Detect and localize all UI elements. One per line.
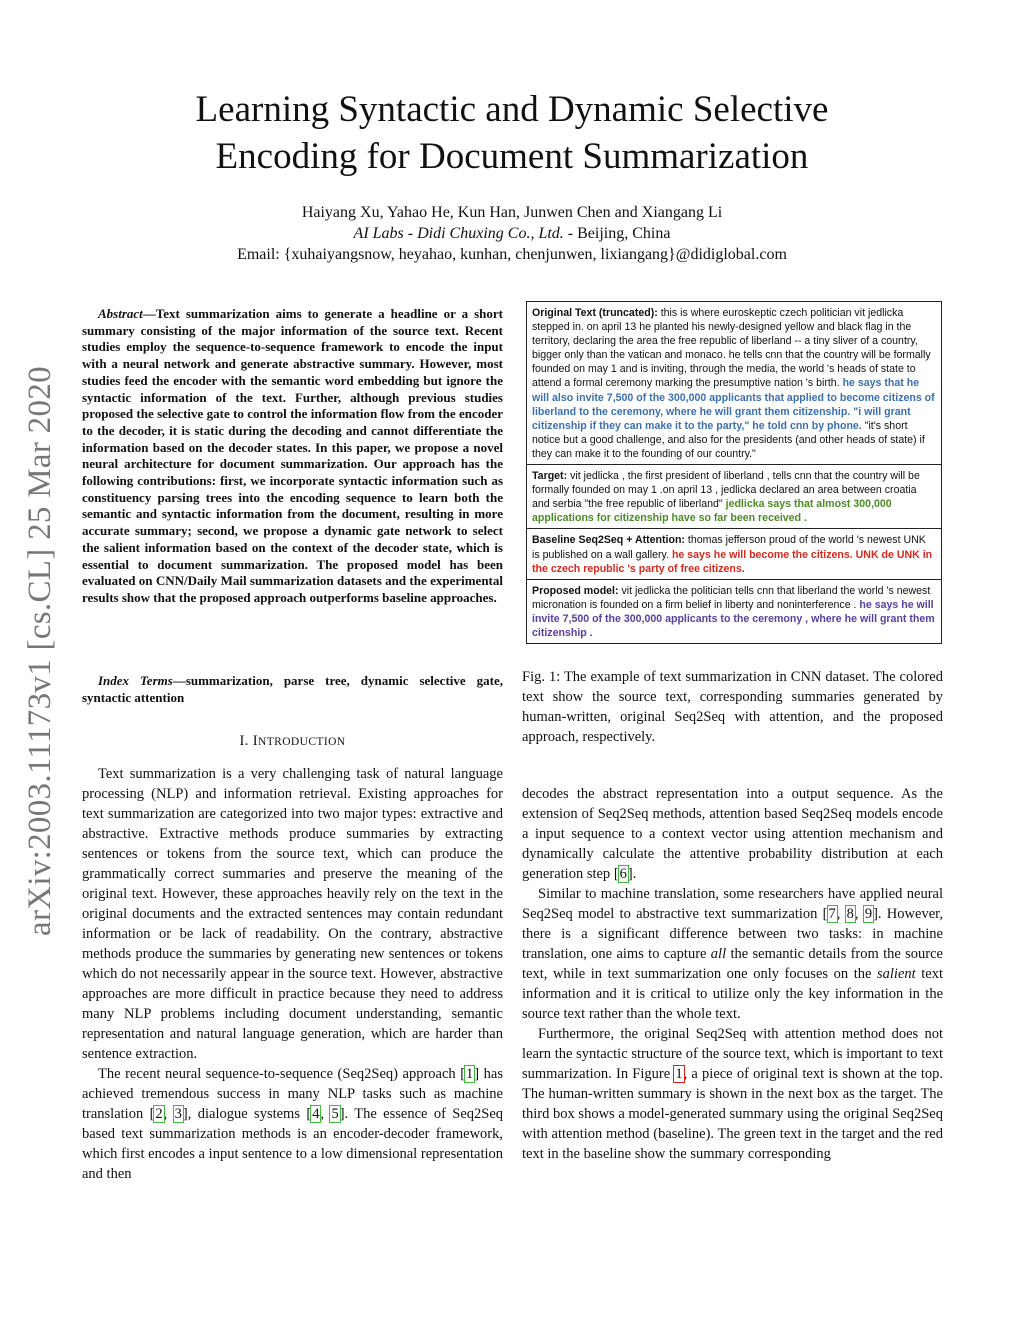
baseline-highlight-red: he says he will become the citizens. UNK de UNK in the czech republic 's party of free citizens.	[532, 548, 933, 575]
paper-title	[0, 86, 1024, 180]
right-paragraph-1: decodes the abstract representation into a output sequence. As the extension of Seq2Seq methods, attention based Seq2Seq models encode a input sequence to a context vector using attention mechanism and dynamically calculate the attentive probability distribution at each generation step [6].	[522, 786, 943, 882]
citation-link[interactable]: 4	[312, 1106, 320, 1122]
figure-caption: Fig. 1: The example of text summarization in CNN dataset. The colored text show the source text, corresponding summaries generated by human-written, original Seq2Seq with attention, and the proposed approach, respectively.	[522, 669, 943, 745]
abstract-label: Abstract	[98, 306, 143, 321]
right-paragraph-3: Furthermore, the original Seq2Seq with attention method does not learn the syntactic structure of the source text, which is important to text summarization. In Figure 1, a piece of original text is shown at the top. The human-written summary is shown in the next box as the target. The third box shows a model-generated summary using the original Seq2Seq with attention method (baseline). The green text in the target and the red text in the baseline show the summary corresponding	[522, 1026, 943, 1162]
proposed-highlight-purple: he says he will invite 7,500 of the 300,000 applicants to the ceremony , where he will grant them citizenship .	[532, 598, 935, 639]
citation-link[interactable]: 3	[174, 1106, 182, 1122]
abstract	[82, 306, 503, 607]
source-highlight-blue: he says that he will also invite 7,500 of the 300,000 applicants that applied to become citizens of liberland to the ceremony, where he will grant them citizenship. "i will grant citizenship if they can make it to the party," he told cnn by phone.	[532, 377, 935, 432]
citation-link[interactable]: 2	[155, 1106, 163, 1122]
citation-link[interactable]: 9	[864, 906, 873, 922]
abstract-text: —Text summarization aims to generate a headline or a short summary consisting of the major information of the source text. Recent studies employ the sequence-to-sequence framework to encode the input with a neural network and generate abstractive summary. However, most studies feed the encoder with the semantic word embedding but ignore the syntactic information of the text. Further, although previous studies proposed the selective gate to control the information flow from the encoder to the decoder, it is static during the decoding and cannot differentiate the information based on the decoder states. In this paper, we propose a novel neural architecture for document summarization. Our approach has the following contributions: first, we incorporate syntactic information such as constituency parsing trees into the encoding sequence to learn both the semantic and syntactic information from the document, resulting in more accurate summary; second, we propose a dynamic gate network to select the salient information based on the context of the decoder state, which is essential to document summarization. The proposed model has been evaluated on CNN/Daily Mail summarization datasets and the experimental results show that the proposed approach outperforms baseline approaches.	[82, 306, 503, 605]
affiliation-org: AI Labs - Didi Chuxing Co., Ltd.	[353, 225, 564, 242]
title-line-2: Encoding for Document Summarization	[215, 136, 809, 177]
citation-link[interactable]: 6	[619, 866, 627, 882]
figure-box-original: Original Text (truncated): this is where euroskeptic czech politician vit jedlicka stepped in. on april 13 he planted his newly-designed yellow and black flag in the territory, declaring the area the free republic of liberland -- a tiny sliver of a country, bigger only than the vatican and monaco. he tells cnn that the country will be formally founded on may 1 and is inviting, through the media, the world 's heads of state to attend a formal ceremony marking the presumptive nation 's birth. he says that he will also invite 7,500 of the 300,000 applicants that applied to become citizens of liberland to the ceremony, where he will grant them citizenship. "i will grant citizenship if they can make it to the party," he told cnn by phone. "it's short notice but a good challenge, and also for the presidents (and other heads of state) if they can make it to the founding of our country."	[527, 302, 941, 465]
citation-link[interactable]: 5	[331, 1106, 339, 1122]
arxiv-identifier: arXiv:2003.11173v1 [cs.CL] 25 Mar 2020	[22, 366, 58, 936]
intro-paragraph-1: Text summarization is a very challenging task of natural language processing (NLP) and information retrieval. Existing approaches for text summarization are categorized into two major types: extractive and abstractive. Extractive methods produce summaries by extracting sentences or tokens from the source text, which can produce the grammatically correct summaries and preserve the meaning of the original text. However, these approaches heavily rely on the text in the original documents and the extracted sentences may contain redundant information or be lack of readability. On the contrary, abstractive methods produce the summaries by generating new sentences or tokens which do not necessarily appear in the source text. However, abstractive approaches are more difficult in practice because they need to address many NLP problems including document understanding, semantic representation and natural language generation, which are harder than sentence extraction.	[82, 766, 503, 1062]
index-terms	[82, 673, 503, 706]
author-email: Email: {xuhaiyangsnow, heyahao, kunhan, chenjunwen, lixiangang}@didiglobal.com	[237, 246, 787, 263]
introduction-body	[82, 764, 503, 1184]
section-heading-introduction: I. INTRODUCTION	[239, 733, 346, 749]
title-line-1: Learning Syntactic and Dynamic Selective	[195, 89, 829, 130]
author-list: Haiyang Xu, Yahao He, Kun Han, Junwen Chen and Xiangang Li	[301, 204, 723, 221]
index-terms-label: Index Terms	[98, 673, 173, 688]
figure-box-proposed: Proposed model: vit jedlicka the politician tells cnn that liberland the world 's newest micronation is founded on a firm belief in liberty and noninterference . he says he will invite 7,500 of the 300,000 applicants to the ceremony , where he will grant them citizenship .	[532, 584, 935, 639]
figure-box-baseline: Baseline Seq2Seq + Attention: thomas jefferson proud of the world 's newest UNK is published on a wall gallery. he says he will become the citizens. UNK de UNK in the czech republic 's party of free citizens.	[527, 529, 941, 579]
affiliation-location: - Beijing, China	[563, 225, 671, 242]
figure-box-target: Target: vit jedlicka , the first president of liberland , tells cnn that the country will be formally founded on may 1 .on april 13 , jedlicka declared an area between croatia and serbia "the free republic of liberland" jedlicka says that almost 300,000 applications for citizenship have so far been received .	[527, 465, 941, 529]
target-highlight-green: jedlicka says that almost 300,000 applications for citizenship have so far been received .	[532, 498, 892, 525]
index-terms-text: —summarization, parse tree, dynamic selective gate, syntactic attention	[82, 673, 504, 705]
affiliation	[0, 224, 1024, 244]
figure-1-example	[526, 301, 942, 644]
citation-link[interactable]: 1	[466, 1066, 474, 1082]
right-paragraph-2: Similar to machine translation, some researchers have applied neural Seq2Seq model to abstractive text summarization [7, 8, 9]. However, there is a significant difference between two tasks: in machine translation, one aims to capture all the semantic details from the source text, while in text summarization one only focuses on the salient text information and it is critical to utilize only the key information in the source text rather than the whole text.	[522, 886, 943, 1022]
citation-link[interactable]: 8	[846, 906, 854, 922]
figure-link[interactable]: 1	[675, 1066, 683, 1082]
intro-paragraph-2: The recent neural sequence-to-sequence (Seq2Seq) approach [1] has achieved tremendous success in many NLP tasks such as machine translation [2, 3], dialogue systems [4, 5]. The essence of Seq2Seq based text summarization methods is an encoder-decoder framework, which first encodes a input sentence to a low dimensional representation and then	[82, 1066, 504, 1182]
citation-link[interactable]: 7	[828, 906, 836, 922]
right-column-body	[522, 784, 943, 1164]
